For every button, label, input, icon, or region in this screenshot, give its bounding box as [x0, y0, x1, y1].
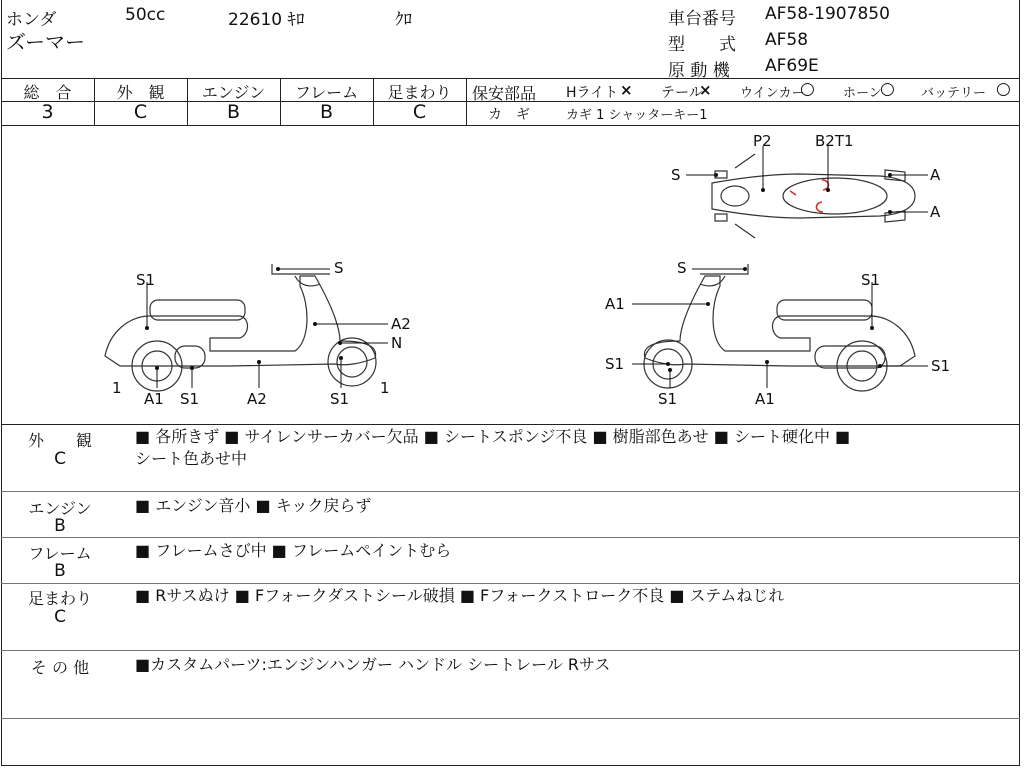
- section-text: ■ フレームさび中 ■ フレームペイントむら: [135, 541, 452, 560]
- section-grade: B: [54, 561, 66, 581]
- safety-mid-rule: [467, 101, 1020, 102]
- label-top-a1: A: [930, 166, 941, 184]
- label-p2: P2: [753, 132, 772, 150]
- exterior-label: 外 観: [116, 83, 165, 102]
- frame-no: AF58-1907850: [765, 4, 890, 24]
- label-right-s1-left: S1: [605, 355, 625, 373]
- engine-label: 原 動 機: [668, 61, 730, 81]
- label-left-1b: 1: [380, 379, 390, 397]
- type-label: 型 式: [668, 35, 736, 55]
- horn-label: ホーン: [843, 86, 882, 101]
- section-label: 外 観: [27, 431, 92, 450]
- label-right-s1-bottom: S1: [658, 390, 678, 408]
- key-label: カ ギ: [488, 107, 530, 123]
- label-right-s: S: [677, 259, 687, 277]
- safety-label: 保安部品: [472, 84, 537, 103]
- section-grade: C: [54, 449, 66, 469]
- remarks-rule: [1, 718, 1020, 719]
- rating-top-rule: [1, 78, 1020, 79]
- headlight-label: Hライト: [566, 85, 619, 101]
- horn-mark: ○: [880, 79, 895, 99]
- tail-mark: ×: [699, 81, 712, 99]
- maker: ホンダ: [6, 10, 57, 30]
- section-grade: B: [54, 516, 66, 536]
- remarks-top-rule: [1, 424, 1020, 425]
- type-value: AF58: [765, 30, 809, 50]
- model-name: ズーマー: [6, 30, 85, 54]
- section-label: そ の 他: [30, 658, 90, 677]
- label-right-a1: A1: [605, 295, 625, 313]
- frame-rating-value: B: [319, 101, 334, 123]
- top-view-scooter: [712, 154, 915, 238]
- section-text-2: シート色あせ中: [135, 449, 248, 468]
- tail-label: テール: [661, 85, 703, 101]
- section-text: ■ エンジン音小 ■ キック戻らず: [135, 496, 372, 515]
- section-text: ■カスタムパーツ:エンジンハンガー ハンドル シートレール Rサス: [135, 655, 611, 674]
- exterior-value: C: [133, 101, 148, 123]
- engine-value: AF69E: [765, 56, 819, 76]
- winker-label: ウインカー: [740, 86, 805, 101]
- label-left-a2: A2: [247, 390, 267, 408]
- label-b2t1: B2T1: [815, 132, 854, 150]
- label-left-a1: A1: [144, 390, 164, 408]
- remarks-rule: [1, 650, 1020, 651]
- mileage: 22610 ｷﾛ: [228, 10, 305, 30]
- label-left-a2-right: A2: [391, 315, 411, 333]
- section-text: ■ Rサスぬけ ■ Fフォークダストシール破損 ■ Fフォークストローク不良 ■ ステムねじれ: [135, 586, 785, 605]
- overall-label: 総 合: [23, 83, 72, 102]
- key-value: カギ 1 シャッターキー1: [566, 108, 708, 123]
- battery-label: バッテリー: [921, 86, 987, 101]
- label-left-s1b: S1: [330, 390, 350, 408]
- engine-rating-value: B: [226, 101, 241, 123]
- headlight-mark: ×: [620, 81, 633, 99]
- suspension-value: C: [412, 101, 427, 123]
- displacement: 50cc: [125, 5, 166, 25]
- label-right-a1-bottom: A1: [755, 390, 775, 408]
- label-right-s1-top: S1: [861, 271, 881, 289]
- remarks-rule: [1, 537, 1020, 538]
- overall-value: 3: [41, 101, 54, 123]
- section-label: フレーム: [28, 544, 92, 563]
- remarks-rule: [1, 583, 1020, 584]
- label-left-1a: 1: [112, 379, 122, 397]
- label-left-s1a: S1: [180, 390, 200, 408]
- label-right-s1-right: S1: [931, 357, 951, 375]
- section-text: ■ 各所きず ■ サイレンサーカバー欠品 ■ シートスポンジ不良 ■ 樹脂部色あせ ■ シート硬化中 ■: [135, 427, 851, 446]
- label-left-s1-top: S1: [136, 271, 156, 289]
- section-label: 足まわり: [27, 589, 92, 608]
- battery-mark: ○: [996, 79, 1011, 99]
- frame-no-label: 車台番号: [668, 9, 736, 29]
- label-top-a2: A: [930, 203, 941, 221]
- engine-rating-label: エンジン: [201, 83, 266, 102]
- suspension-label: 足まわり: [387, 83, 452, 102]
- frame-rating-label: フレーム: [294, 83, 359, 102]
- winker-mark: ○: [800, 79, 815, 99]
- section-grade: C: [54, 607, 66, 627]
- label-left-n: N: [391, 334, 403, 352]
- color: ｸﾛ: [395, 10, 412, 30]
- remarks-rule: [1, 491, 1020, 492]
- section-label: エンジン: [28, 499, 92, 518]
- label-top-s: S: [671, 166, 681, 184]
- rating-divider: [466, 78, 467, 125]
- damage-diagrams: [0, 126, 1020, 424]
- label-left-s-top: S: [334, 259, 344, 277]
